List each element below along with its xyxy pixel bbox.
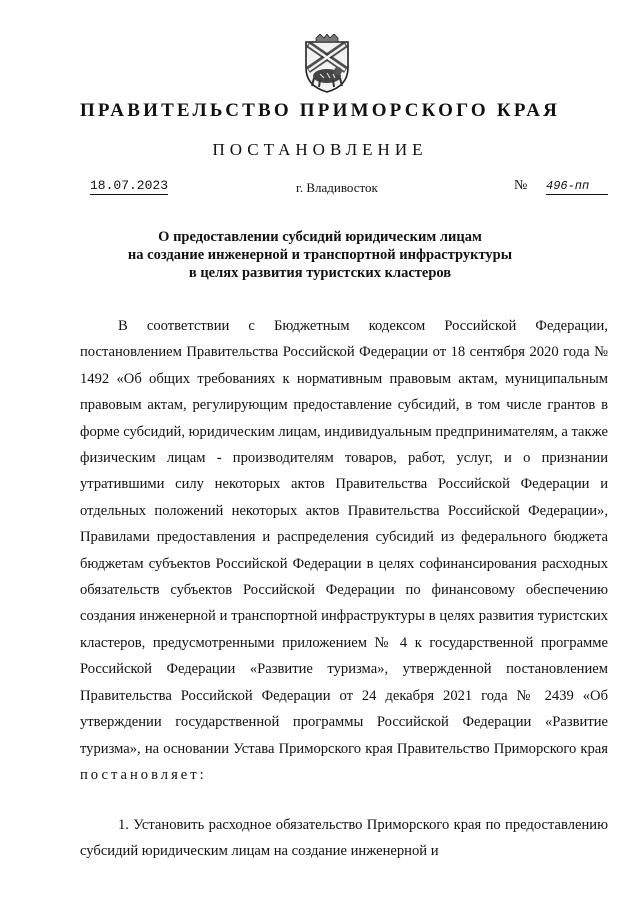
- resolves-word: постановляет:: [80, 766, 207, 783]
- preamble-paragraph: [80, 313, 608, 788]
- government-title: ПРАВИТЕЛЬСТВО ПРИМОРСКОГО КРАЯ: [79, 100, 561, 121]
- document-date: 18.07.2023: [90, 178, 169, 193]
- document-heading: [80, 228, 560, 282]
- clause-1-text: 1. Установить расходное обязательство Приморского края по предоставлению субсидий юридическим лицам на создание инженерной и: [80, 817, 608, 860]
- heading-line: в целях развития туристских кластеров: [188, 265, 452, 281]
- document-city: г. Владивосток: [296, 180, 378, 195]
- heading-line: О предоставлении субсидий юридическим лицам: [158, 229, 482, 245]
- document-type: ПОСТАНОВЛЕНИЕ: [212, 140, 428, 159]
- document-number: 496-пп: [546, 179, 608, 195]
- preamble-text: В соответствии с Бюджетным кодексом Российской Федерации, постановлением Правительства Российской Федерации от 18 сентября 2020 года № 1492 «Об общих требованиях к нормативным правовым актам, муниципальным правовым актам, регулирующим предоставление субсидий, в том числе грантов в форме субсидий, юридическим лицам, индивидуальным предпринимателям, а также физическим лицам - производителям товаров, работ, услуг, и о признании утратившими силу некоторых актов Правительства Российской Федерации и отдельных положений некоторых актов Правительства Российской Федерации», Правилами предоставления и распределения субсидий из федерального бюджета бюджетам субъектов Российской Федерации в целях софинансирования расходных обязательств субъектов Российской Федерации по финансовому обеспечению создания инженерной и транспортной инфраструктуры в целях развития туристских кластеров, предусмотренными приложением № 4 к государственной программе Российской Федерации «Развитие туризма», утвержденной постановлением Правительства Российской Федерации от 24 декабря 2021 года № 2439 «Об утверждении государственной программы Российской Федерации «Развитие туризма», на основании Устава Приморского края Правительство Приморского края: [80, 318, 608, 757]
- clause-1: [80, 812, 608, 865]
- heading-line: на создание инженерной и транспортной инфраструктуры: [127, 247, 513, 263]
- number-sign: №: [514, 178, 528, 193]
- coat-of-arms-icon: [300, 34, 354, 94]
